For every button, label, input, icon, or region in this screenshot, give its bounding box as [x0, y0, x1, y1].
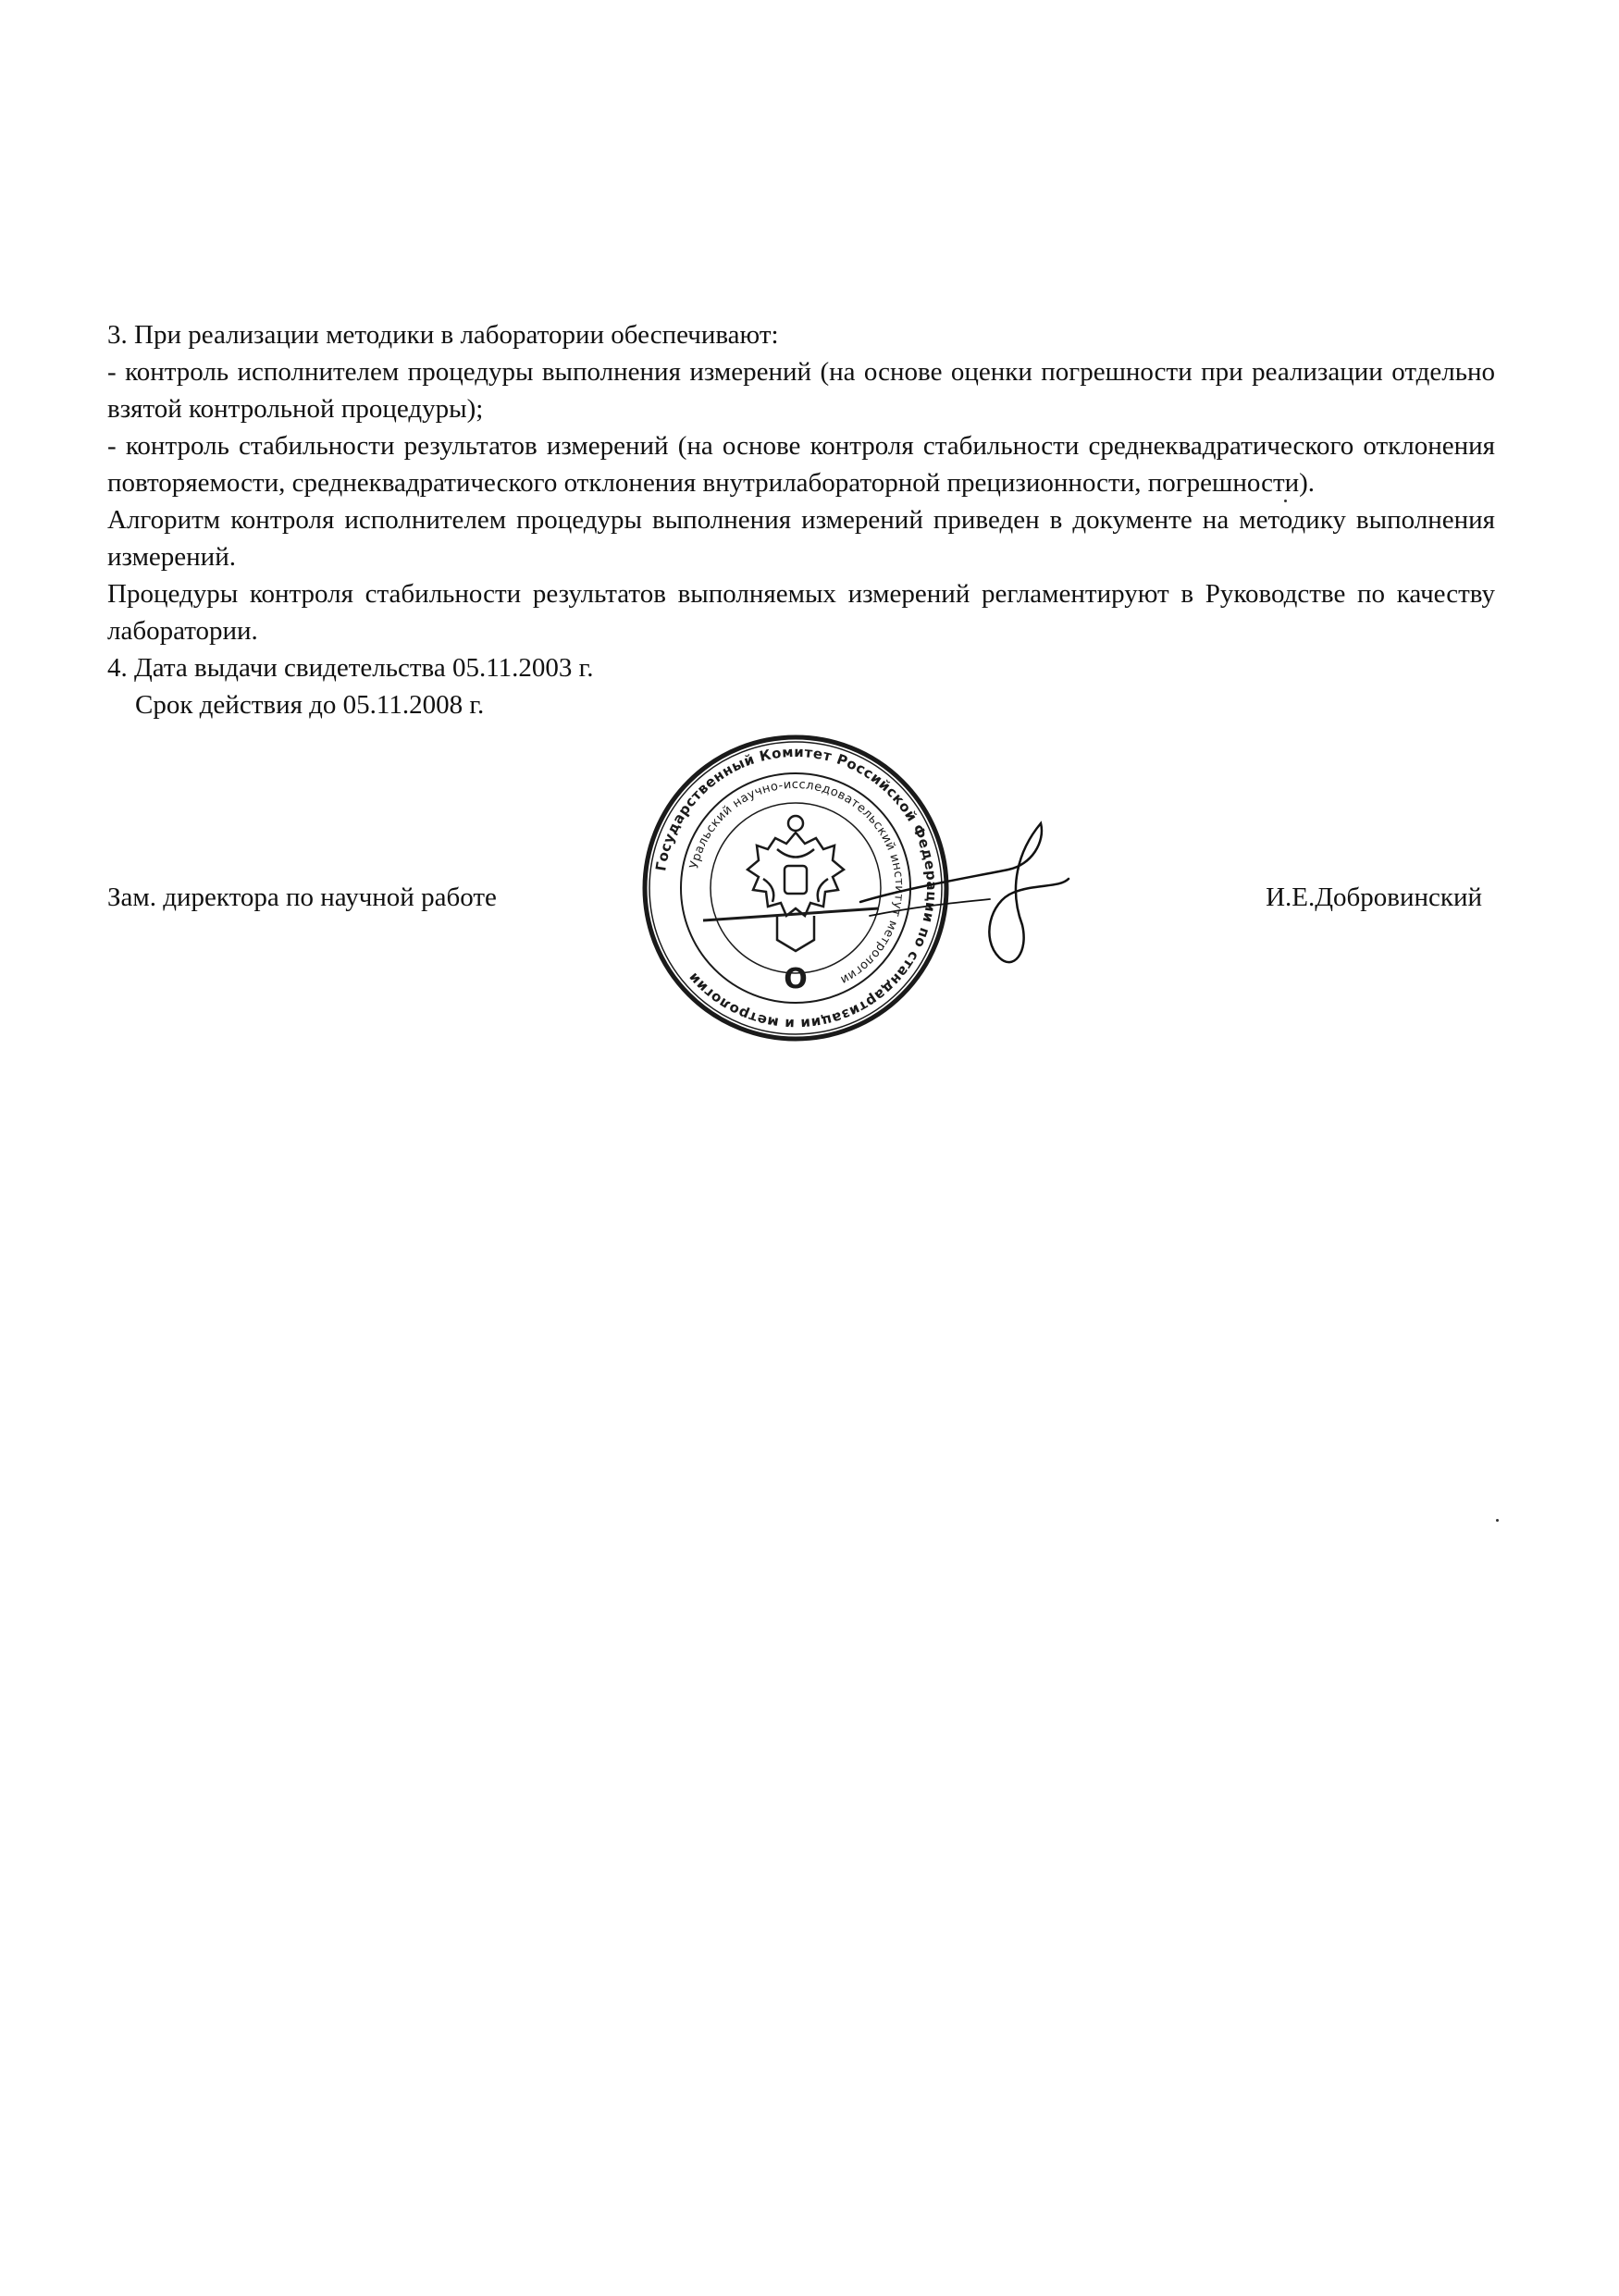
scan-speck	[1496, 1519, 1499, 1522]
document-body	[107, 316, 1495, 723]
section-3-heading: 3. При реализации методики в лаборатории обеспечивают:	[107, 320, 779, 350]
stamp-outer-text: Государственный Комитет Российской Федерации по стандартизации и метрологии	[652, 743, 941, 1033]
svg-text:О: О	[784, 963, 808, 995]
section-3-algorithm: Алгоритм контроля исполнителем процедуры выполнения измерений приведен в документе на методику выполнения измерений.	[107, 505, 1495, 572]
section-3-item-1: - контроль исполнителем процедуры выполнения измерений (на основе оценки погрешности при реализации отдельно взятой контрольной процедуры);	[107, 357, 1495, 424]
section-4-valid-until: Срок действия до 05.11.2008 г.	[135, 690, 485, 720]
signatory-name: И.Е.Добровинский	[1266, 883, 1482, 912]
scan-speck	[1284, 500, 1287, 502]
section-3-procedures: Процедуры контроля стабильности результатов выполняемых измерений регламентируют в Руководстве по качеству лаборатории.	[107, 579, 1495, 646]
stamp-inner-text: Уральский научно-исследовательский институт метрологии	[687, 777, 907, 987]
signatory-position: Зам. директора по научной работе	[107, 883, 497, 912]
section-3-item-2: - контроль стабильности результатов измерений (на основе контроля стабильности среднеквадратического отклонения повторяемости, среднеквадратического отклонения внутрилабораторной прецизионности, погрешности).	[107, 431, 1495, 498]
signature-line	[107, 879, 1495, 925]
section-4-issue-date: 4. Дата выдачи свидетельства 05.11.2003 г.	[107, 653, 594, 683]
